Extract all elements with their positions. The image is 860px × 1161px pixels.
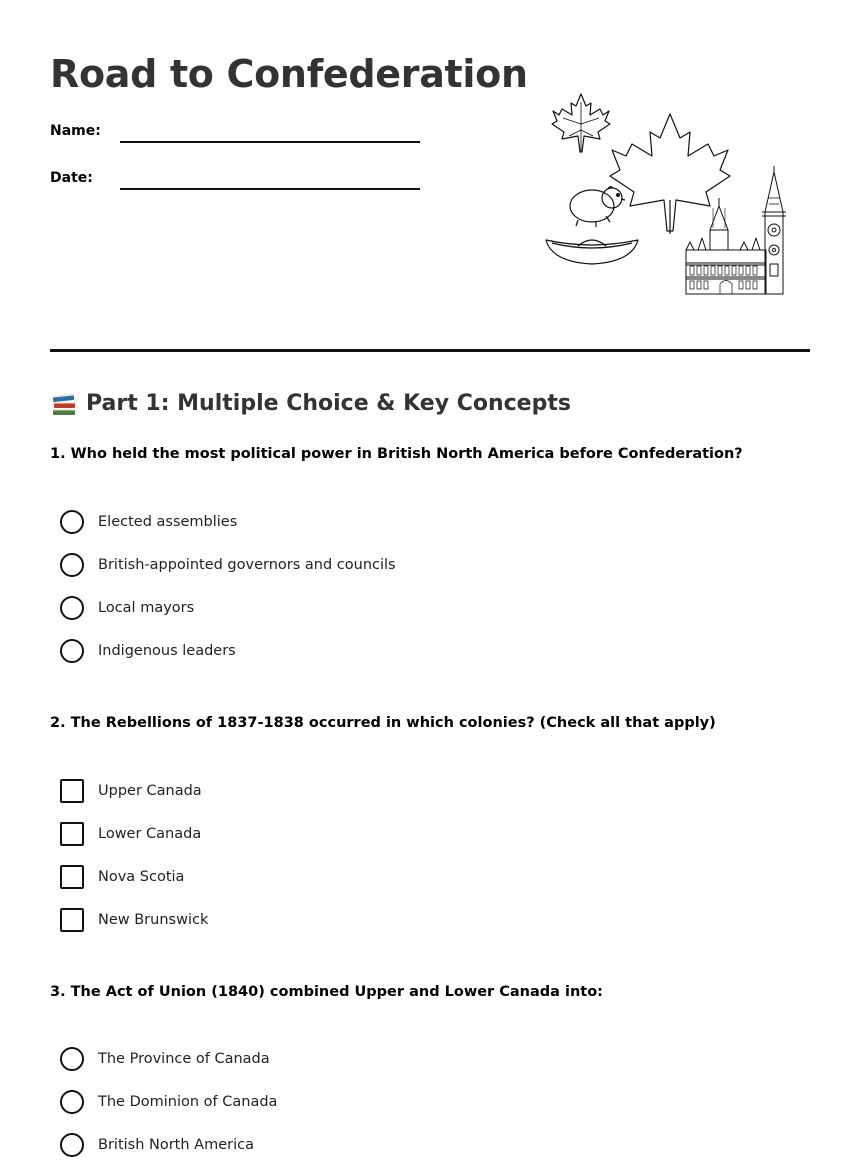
worksheet-title: Road to Confederation <box>50 52 528 96</box>
q1-option-1[interactable] <box>60 509 237 535</box>
checkbox[interactable] <box>60 822 84 846</box>
option-label: Indigenous leaders <box>98 643 236 659</box>
radio-button[interactable] <box>60 639 84 663</box>
option-label: The Dominion of Canada <box>98 1094 278 1110</box>
checkbox[interactable] <box>60 865 84 889</box>
parliament-building-icon <box>686 166 786 294</box>
radio-button[interactable] <box>60 1047 84 1071</box>
date-field[interactable] <box>50 168 430 192</box>
maple-leaf-small-icon <box>552 94 610 152</box>
question-2: 2. The Rebellions of 1837-1838 occurred in which colonies? (Check all that apply) <box>50 715 716 731</box>
date-label: Date: <box>50 170 93 186</box>
name-label: Name: <box>50 123 101 139</box>
radio-button[interactable] <box>60 553 84 577</box>
name-line[interactable] <box>120 141 420 143</box>
option-label: New Brunswick <box>98 912 209 928</box>
q2-option-3[interactable] <box>60 864 184 890</box>
q1-option-2[interactable] <box>60 552 396 578</box>
section-divider <box>50 349 810 352</box>
checkbox[interactable] <box>60 779 84 803</box>
question-1: 1. Who held the most political power in British North America before Confederation? <box>50 446 743 462</box>
part1-heading <box>50 388 571 420</box>
q3-option-3[interactable] <box>60 1132 254 1158</box>
option-label: The Province of Canada <box>98 1051 270 1067</box>
radio-button[interactable] <box>60 510 84 534</box>
question-3: 3. The Act of Union (1840) combined Upper and Lower Canada into: <box>50 984 603 1000</box>
option-label: British-appointed governors and councils <box>98 557 396 573</box>
beaver-icon <box>570 187 625 227</box>
option-label: Nova Scotia <box>98 869 185 885</box>
option-label: Elected assemblies <box>98 514 238 530</box>
name-field[interactable] <box>50 121 430 145</box>
canada-illustration <box>540 88 790 298</box>
option-label: Upper Canada <box>98 783 202 799</box>
date-line[interactable] <box>120 188 420 190</box>
q1-option-4[interactable] <box>60 638 236 664</box>
radio-button[interactable] <box>60 596 84 620</box>
part1-title: Part 1: Multiple Choice & Key Concepts <box>86 391 571 416</box>
radio-button[interactable] <box>60 1090 84 1114</box>
checkbox[interactable] <box>60 908 84 932</box>
q1-option-3[interactable] <box>60 595 194 621</box>
q2-option-1[interactable] <box>60 778 202 804</box>
q2-option-4[interactable] <box>60 907 208 933</box>
canoe-icon <box>546 240 638 264</box>
q2-option-2[interactable] <box>60 821 201 847</box>
option-label: Local mayors <box>98 600 195 616</box>
q3-option-1[interactable] <box>60 1046 270 1072</box>
maple-leaf-large-icon <box>610 114 730 234</box>
option-label: British North America <box>98 1137 254 1153</box>
option-label: Lower Canada <box>98 826 202 842</box>
radio-button[interactable] <box>60 1133 84 1157</box>
books-icon <box>50 390 78 418</box>
q3-option-2[interactable] <box>60 1089 277 1115</box>
